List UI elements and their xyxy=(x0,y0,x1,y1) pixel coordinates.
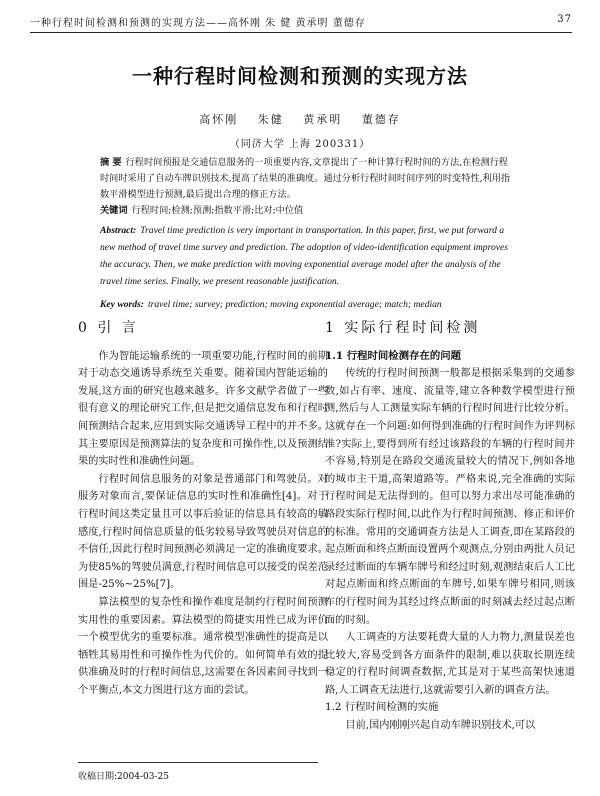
abstract-cn xyxy=(100,155,515,203)
keywords-en-text: travel time; survey; prediction; moving exponential average; match; median xyxy=(147,299,442,310)
paper-title: 一种行程时间检测和预测的实现方法 xyxy=(132,64,468,88)
running-header xyxy=(30,14,572,33)
paragraph: 行程时间信息服务的对象是普通部门和驾驶员。对服务对象而言,要保证信息的实时性和准确性[4]。对于行程时间这类定量且可以事后验证的信息具有较高的敏感度,行程时间信息质量的低劣较易导致驾驶员对信息的不信任,因此行程时间预测必须满足一定的准确度要求。为使85%的驾驶员满意,行程时间信息可以接受的误差范围是-25%~25%[7]。 xyxy=(78,473,329,591)
paragraph: 作为智能运输系统的一项重要功能,行程时间的前期对于动态交通诱导系统至关重要。随着国内智能运输的发展,这方面的研究也越来越多。许多文献学者做了一些很有意义的理论研究工作,但是把交通信息发布和行程时间预测结合起来,应用到实际交通诱导工程中的并不多。其主要原因是预测算法的复杂度和可操作性,以及预测结果的实时性和准确性问题。 xyxy=(78,350,328,468)
abstract-en xyxy=(100,222,515,290)
abstract-en-text: Travel time prediction is very important in transportation. In this paper, first, we put forward a new method of travel time survey and prediction. The adoption of video-identification equipment improves the accuracy. Then, we make prediction with moving exponential average model after the analysis of the travel time series. Finally, we present reasonable justification. xyxy=(100,225,509,287)
paragraph: 算法模型的复杂性和操作难度是制约行程时间预测实用性的重要因素。算法模型的简捷实用性已成为评价一个模型优劣的重要标准。通常模型准确性的提高是以牺牲其易用性和可操作性为代价的。如何简单有效的提供准确及时的行程时间信息,这需要在各因素间寻找到一个平衡点,本文力图进行这方面的尝试。 xyxy=(78,596,328,696)
left-column xyxy=(78,320,328,699)
affiliation: （同济大学 上海 200331） xyxy=(229,139,371,150)
keywords-en-label: Key words: xyxy=(100,299,144,310)
subsection-heading: 1.2 行程时间检测的实施 xyxy=(325,701,439,714)
keywords-cn-label: 关键词 xyxy=(100,205,128,216)
paragraph: 传统的行程时间预测一般都是根据采集到的交通参数,如占有率、速度、流量等,建立各种数学模型进行预测,然后与人工测量实际车辆的行程时间进行比较分析。这就存在一个问题:如何得到准确的行程时间作为评判标准?实际上,要得到所有经过该路段的车辆的行程时间并不容易,特别是在路段交通流量较大的情况下,例如各地的城市主干道,高架道路等。严格来说,完全准确的实际行程时间是无法得到的。但可以努力求出尽可能准确的路段实际行程时间,以此作为行程时间预测、修正和评价的标准。常用的交通调查方法是人工调查,即在某路段的起点断面和终点断面设置两个观测点,分别由两批人员记录经过断面的车辆车牌号和经过时刻,观测结束后人工比对起点断面和终点断面的车牌号,如果车牌号相同,则该车的行程时间为其经过终点断面的时刻减去经过起点断面的时刻。 xyxy=(325,368,575,626)
abstract-cn-text: 行程时间预报是交通信息服务的一项重要内容,文章提出了一种计算行程时间的方法,在检测行程时间时采用了自动车牌识别技术,提高了结果的准确度。通过分析行程时间时间序列的时变特性,利用指数平滑模型进行预测,最后提出合理的修正方法。 xyxy=(100,157,511,200)
abstract-cn-label: 摘 要 xyxy=(100,157,122,168)
keywords-en xyxy=(100,297,515,313)
paragraph: 目前,国内刚刚兴起自动车牌识别技术,可以 xyxy=(345,720,536,732)
section-heading-detection: 1 实际行程时间检测 xyxy=(325,320,481,336)
abstract-en-label: Abstract: xyxy=(100,225,137,236)
right-column xyxy=(325,320,575,735)
running-title: 一种行程时间检测和预测的实现方法——高怀刚 朱 健 黄承明 董德存 xyxy=(30,18,366,29)
page-number: 37 xyxy=(557,14,572,25)
keywords-cn-text: 行程时间;检测;预测;指数平滑;比对;中位值 xyxy=(131,205,304,216)
paragraph: 人工调查的方法要耗费大量的人力物力,测量误差也比较大,容易受到各方面条件的限制,难以获取长期连续稳定的行程时间调查数据,尤其是对于某些高架快速道路,人工调查无法进行,这就需要引入新的调查方法。 xyxy=(325,632,575,696)
section-heading-intro: 0 引 言 xyxy=(78,320,139,336)
subsection-heading: 1.1 行程时间检测存在的问题 xyxy=(325,349,461,362)
author-list: 高怀刚 朱健 黄承明 董德存 xyxy=(199,113,401,126)
received-date-footnote: 收稿日期:2004-03-25 xyxy=(78,762,318,782)
keywords-cn xyxy=(100,203,515,219)
